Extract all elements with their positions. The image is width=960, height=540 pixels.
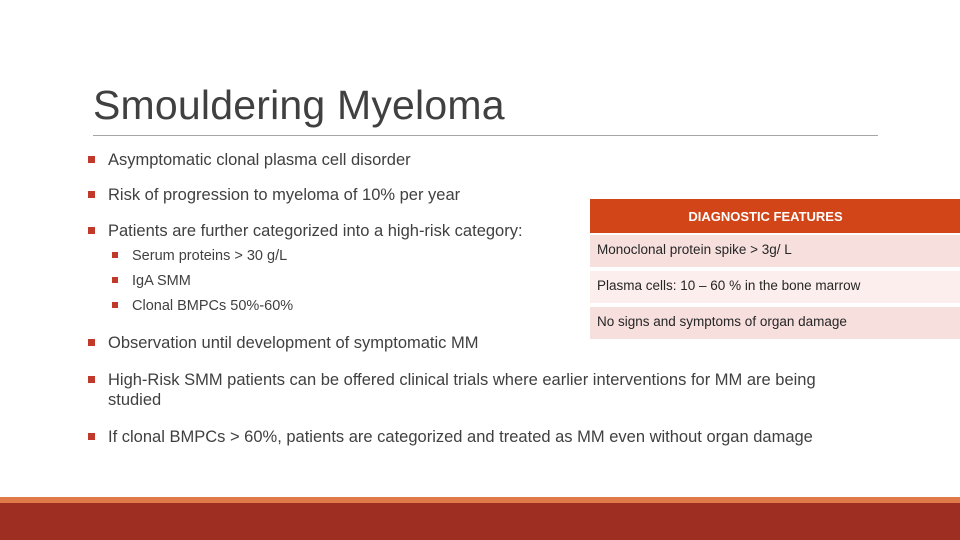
bullet-text-continued: studied — [108, 391, 162, 409]
sub-bullet-text: Clonal BMPCs 50%-60% — [132, 298, 294, 314]
title-divider — [93, 135, 878, 136]
bullet-square-icon — [88, 433, 95, 440]
sub-bullet-square-icon — [112, 252, 118, 258]
bullet-text: High-Risk SMM patients can be offered clinical trials where earlier interventions for MM are being — [108, 371, 816, 389]
bullet-text: If clonal BMPCs > 60%, patients are categorized and treated as MM even without organ damage — [108, 428, 813, 446]
bullet-square-icon — [88, 191, 95, 198]
sub-bullet-item — [112, 297, 293, 315]
table-row: Monoclonal protein spike > 3g/ L — [590, 233, 960, 267]
bullet-square-icon — [88, 227, 95, 234]
bullet-item — [88, 221, 523, 241]
bullet-item — [88, 185, 460, 205]
sub-bullet-item — [112, 247, 287, 265]
sub-bullet-text: Serum proteins > 30 g/L — [132, 248, 288, 264]
bullet-square-icon — [88, 156, 95, 163]
bullet-text: Observation until development of symptomatic MM — [108, 334, 479, 352]
bullet-item — [88, 333, 479, 353]
bullet-text: Asymptomatic clonal plasma cell disorder — [108, 151, 411, 169]
sub-bullet-square-icon — [112, 302, 118, 308]
sub-bullet-square-icon — [112, 277, 118, 283]
bullet-item — [88, 427, 813, 447]
bullet-text: Risk of progression to myeloma of 10% per year — [108, 186, 461, 204]
slide-title: Smouldering Myeloma — [93, 82, 505, 128]
bullet-square-icon — [88, 376, 95, 383]
bullet-square-icon — [88, 339, 95, 346]
bullet-item — [88, 150, 411, 170]
footer-band — [0, 503, 960, 540]
table-row: No signs and symptoms of organ damage — [590, 305, 960, 339]
sub-bullet-item — [112, 272, 191, 290]
sub-bullet-text: IgA SMM — [132, 273, 191, 289]
table-header: DIAGNOSTIC FEATURES — [590, 199, 960, 233]
bullet-text: Patients are further categorized into a high-risk category: — [108, 222, 523, 240]
bullet-item — [88, 370, 928, 410]
table-row: Plasma cells: 10 – 60 % in the bone marrow — [590, 269, 960, 303]
